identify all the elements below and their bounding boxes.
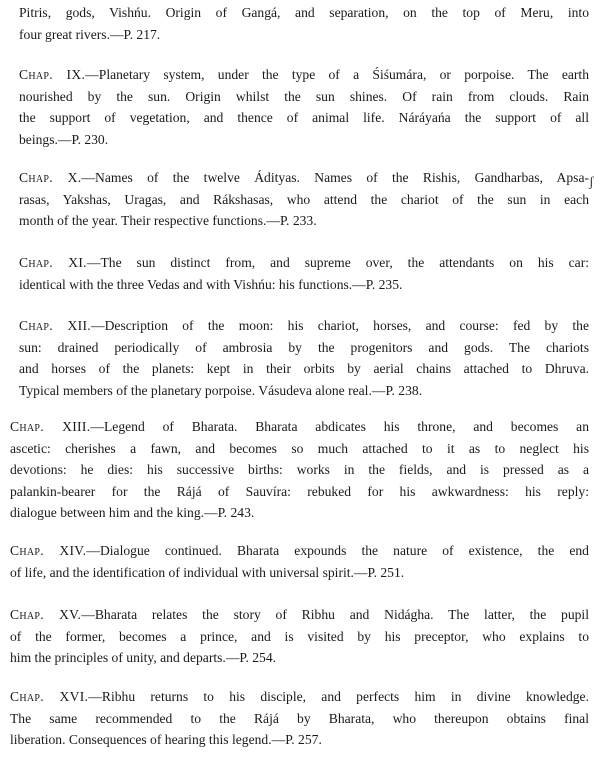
chapter-heading: Chap. IX.	[19, 67, 86, 82]
toc-entry-chap-xii	[19, 315, 589, 401]
toc-entry-chap-xiii	[10, 416, 589, 524]
entry-line: palankin-bearer for the Rájá of Sauvíra: rebuked for his awkwardness: his reply:	[10, 483, 589, 499]
chapter-heading: Chap. XII.	[19, 318, 91, 333]
entry-line: —Description of the moon: his chariot, horses, and course: fed by the	[91, 318, 589, 333]
entry-line: dialogue between him and the king.—P. 243.	[10, 505, 255, 520]
margin-annotation-mark: ʃ	[589, 175, 594, 190]
entry-line: nourished by the sun. Origin whilst the sun shines. Of rain from clouds. Rain	[19, 88, 589, 104]
entry-line: devotions: he dies: his successive births: works in the fields, and is pressed as a	[10, 462, 589, 477]
entry-line: —Bharata relates the story of Ribhu and Nidágha. The latter, the pupil	[81, 607, 589, 622]
chapter-heading: Chap. X.	[19, 170, 82, 185]
toc-entry-chap-x	[19, 167, 589, 232]
toc-entry-chap-xvi	[10, 686, 589, 751]
chapter-heading: Chap. XV.	[10, 607, 82, 622]
entry-line: rasas, Yakshas, Uragas, and Rákshasas, who attend the chariot of the sun in each	[19, 191, 589, 207]
entry-line: The same recommended to the Rájá by Bharata, who thereupon obtains final	[10, 710, 589, 726]
entry-line: Pitris, gods, Vishńu. Origin of Gangá, and separation, on the top of Meru, into	[19, 5, 589, 20]
entry-line: —The sun distinct from, and supreme over, the attendants on his car:	[86, 255, 590, 270]
entry-line: —Ribhu returns to his disciple, and perfects him in divine knowledge.	[88, 689, 589, 704]
entry-line: and horses of the planets: kept in their orbits by aerial chains attached to Dhruva.	[19, 361, 589, 376]
chapter-heading: Chap. XI.	[19, 255, 87, 270]
entry-line: identical with the three Vedas and with Vishńu: his functions.—P. 235.	[19, 276, 403, 292]
entry-line: ascetic: cherishes a fawn, and becomes so much attached to it as to neglect his	[10, 440, 589, 456]
toc-entry-chap-xi	[19, 252, 589, 295]
entry-line: —Legend of Bharata. Bharata abdicates his throne, and becomes an	[90, 419, 589, 434]
entry-line: —Names of the twelve Ádityas. Names of the Rishis, Gandharbas, Apsa-	[81, 170, 589, 185]
toc-entry-continuation	[19, 2, 589, 45]
entry-line: him the principles of unity, and departs.—P. 254.	[10, 650, 277, 665]
entry-line: four great rivers.—P. 217.	[19, 26, 161, 42]
entry-line: Typical members of the planetary porpoise. Vásudeva alone real.—P. 238.	[19, 382, 423, 398]
entry-line: —Planetary system, under the type of a Śiśumára, or porpoise. The earth	[85, 67, 589, 82]
chapter-heading: Chap. XIII.	[10, 419, 91, 434]
toc-entry-chap-ix	[19, 64, 589, 150]
chapter-heading: Chap. XIV.	[10, 543, 87, 558]
entry-line: —Dialogue continued. Bharata expounds the nature of existence, the end	[86, 543, 589, 558]
toc-entry-chap-xiv	[10, 540, 589, 583]
entry-line: liberation. Consequences of hearing this legend.—P. 257.	[10, 732, 322, 747]
entry-line: sun: drained periodically of ambrosia by the progenitors and gods. The chariots	[19, 339, 589, 355]
chapter-heading: Chap. XVI.	[10, 689, 89, 704]
entry-line: of the former, becomes a prince, and is visited by his preceptor, who explains to	[10, 628, 589, 644]
entry-line: of life, and the identification of individual with universal spirit.—P. 251.	[10, 564, 405, 580]
entry-line: the support of vegetation, and thence of animal life. Náráyańa the support of all	[19, 110, 589, 125]
entry-line: beings.—P. 230.	[19, 131, 109, 147]
entry-line: month of the year. Their respective functions.—P. 233.	[19, 213, 317, 228]
toc-entry-chap-xv	[10, 604, 589, 669]
